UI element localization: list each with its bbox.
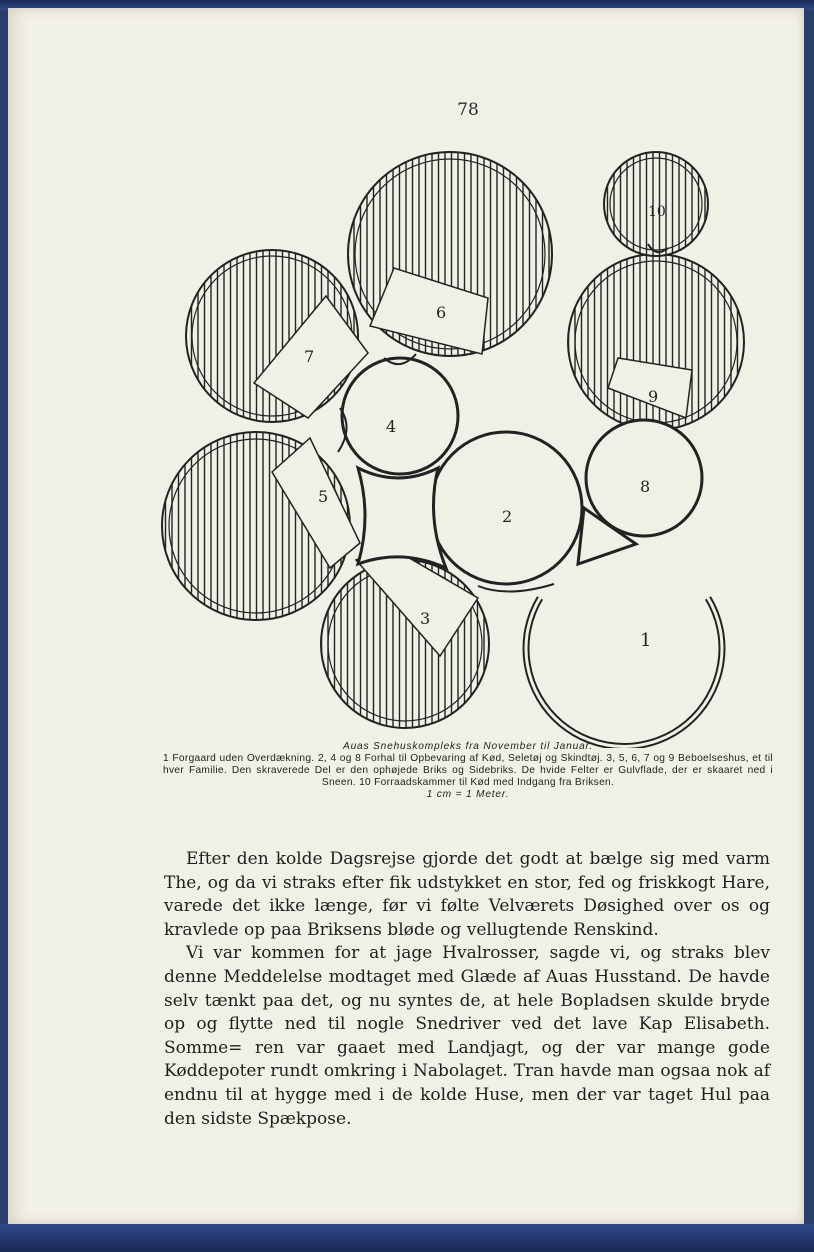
room-label-7: 7 bbox=[304, 347, 315, 366]
room-label-6: 6 bbox=[436, 303, 447, 322]
room-label-3: 3 bbox=[420, 609, 431, 628]
room-1 bbox=[526, 598, 722, 746]
room-label-9: 9 bbox=[648, 387, 659, 406]
figure-caption-title: Auas Snehuskompleks fra November til Januar. bbox=[343, 741, 593, 752]
room-6 bbox=[348, 152, 552, 356]
room-label-8: 8 bbox=[640, 477, 651, 496]
book-binding-bottom bbox=[0, 1224, 814, 1252]
room-4 bbox=[342, 358, 458, 474]
room-label-5: 5 bbox=[318, 487, 329, 506]
page-number: 78 bbox=[457, 100, 479, 120]
room-label-2: 2 bbox=[502, 507, 513, 526]
room-label-1: 1 bbox=[640, 630, 652, 651]
paragraph: Vi var kommen for at jage Hvalrosser, sagde vi, og straks blev denne Meddelelse modtaget med Glæde af Auas Husstand. De havde selv tænkt paa det, og nu syntes de, at hele Bopladsen skulde bryde op og flytte ned til nogle Snedriver ved det lave Kap Elisabeth. Somme= ren var gaaet med Landjagt, og der var mange gode Køddepoter rundt omkring i Nabolaget. Tran havde man ogsaa nok af endnu til at hygge med i de kolde Huse, men der var taget Hul paa den sidste Spækpose. bbox=[164, 943, 770, 1129]
room-label-10: 10 bbox=[648, 204, 666, 220]
room-7 bbox=[186, 250, 368, 422]
figure-caption-scale: 1 cm = 1 Meter. bbox=[426, 789, 510, 800]
body-text bbox=[164, 848, 770, 1131]
figure-caption-legend: 1 Forgaard uden Overdækning. 2, 4 og 8 Forhal til Opbevaring af Kød, Seletøj og Skindtøj. 3, 5, 6, 7 og 9 Beboelseshus, et til hver Familie. Den skraverede Del er den ophøjede Briks og Sidebriks. De hvide Felter er Gulvflade, der er skaaret ned i Sneen. 10 Forraadskammer til Kød med Indgang fra Briksen. bbox=[163, 753, 773, 788]
figure-caption bbox=[163, 741, 773, 801]
book-page bbox=[8, 8, 804, 1224]
room-3 bbox=[321, 548, 489, 728]
room-5 bbox=[162, 432, 360, 620]
room-label-4: 4 bbox=[386, 417, 397, 436]
paragraph: Efter den kolde Dagsrejse gjorde det godt at bælge sig med varm The, og da vi straks efter fik udstykket en stor, fed og friskkogt Hare, varede det ikke længe, før vi følte Velværets Døsighed over os og kravlede op paa Briksens bløde og vellugtende Renskind. bbox=[164, 849, 770, 940]
snow-house-plan bbox=[8, 8, 804, 748]
